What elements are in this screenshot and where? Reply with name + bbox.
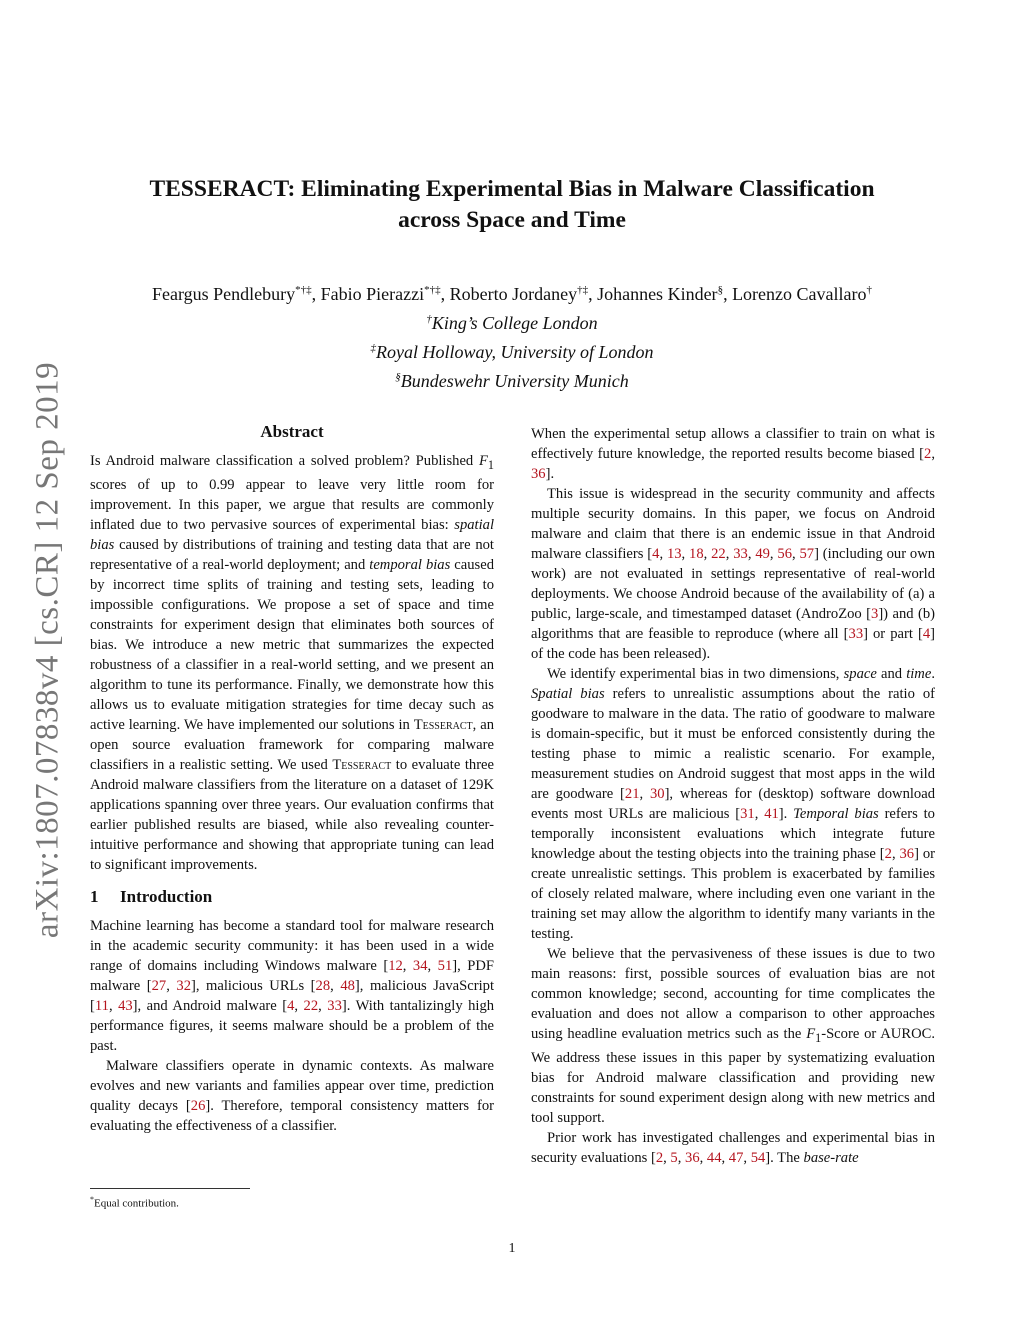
section-heading: 1 Introduction: [90, 886, 213, 906]
left-column: [90, 422, 494, 1136]
affiliation: ‡Royal Holloway, University of London: [370, 342, 654, 362]
paragraph: We believe that the pervasiveness of these issues is due to two main reasons: first, possible sources of evaluation bias are not common knowledge; second, accounting for time complicates the evaluation and does not allow a comparison to other approaches using headline evaluation metrics such as the $F_1$-Score or AUROC. We address these issues in this paper by systematizing evaluation bias for Android malware classification and providing new constraints for sound experiment design along with new metrics and tool support.: [531, 946, 935, 1126]
author: Feargus Pendlebury*†‡: [151, 284, 312, 304]
paper-title: TESSERACT: Eliminating Experimental Bias in Malware Classification across Space and Time: [149, 176, 875, 233]
affiliation: †King’s College London: [426, 313, 598, 333]
right-column: [531, 424, 935, 1168]
author: Roberto Jordaney†‡: [449, 284, 589, 304]
abstract-text: Is Android malware classification a solved problem? Published $F_1$ scores of up to 0.99 appear to leave very little room for improvement. In this paper, we argue that results are commonly inflated due to two pervasive sources of experimental bias: spatial bias caused by distributions of training and testing data that are not representative of a real-world deployment; and temporal bias caused by incorrect time splits of training and testing sets, leading to impossible configurations. We propose a set of space and time constraints for experiment design that eliminates both sources of bias. We introduce a new metric that summarizes the expected robustness of a classifier in a real-world setting, and we present an algorithm to tune its performance. Finally, we demonstrate how this allows us to evaluate mitigation strategies for time decay such as active learning. We have implemented our solutions in Tesseract, an open source evaluation framework for comparing malware classifiers in a realistic setting. We used Tesseract to evaluate three Android malware classifiers from the literature on a dataset of 129K applications spanning over three years. Our evaluation confirms that earlier published results are biased, while also revealing counter-intuitive performance and showing that appropriate tuning can lead to significant improvements.: [90, 453, 495, 873]
paragraph: We identify experimental bias in two dimensions, space and time. Spatial bias refers to unrealistic assumptions about the ratio of goodware to malware in the data. The ratio of goodware to malware is domain-specific, but it must be enforced consistently during the testing phase to mimic a realistic scenario. For example, measurement studies on Android suggest that most apps in the wild are goodware [21, 30], whereas for (desktop) software download events most URLs are malicious [31, 41]. Temporal bias refers to temporally inconsistent evaluations which integrate future knowledge about the testing objects into the training phase [2, 36] or create unrealistic settings. This problem is exacerbated by families of closely related malware, where including even one variant in the training set may allow the algorithm to identify many variants in the testing.: [531, 666, 935, 942]
paragraph: Malware classifiers operate in dynamic contexts. As malware evolves and new variants and families appear over time, prediction quality decays [26]. Therefore, temporal consistency matters for evaluating the effectiveness of a classifier.: [90, 1057, 494, 1134]
author-block: [80, 278, 944, 394]
author: Lorenzo Cavallaro†: [732, 284, 872, 304]
affiliation: §Bundeswehr University Munich: [395, 371, 629, 391]
paragraph: When the experimental setup allows a classifier to train on what is effectively future knowledge, the reported results become biased [2, 36].: [531, 426, 935, 482]
footnote-rule: [90, 1188, 250, 1189]
arxiv-stamp: arXiv:1807.07838v4 [cs.CR] 12 Sep 2019: [29, 361, 66, 939]
author-list: Feargus Pendlebury*†‡, Fabio Pierazzi*†‡, Roberto Jordaney†‡, Johannes Kinder§, Lorenzo Cavallaro†: [151, 284, 872, 304]
paragraph: Machine learning has become a standard tool for malware research in the academic security community: it has been used in a wide range of domains including Windows malware [12, 34, 51], PDF malware [27, 32], malicious URLs [28, 48], malicious JavaScript [11, 43], and Android malware [4, 22, 33]. With tantalizingly high performance figures, it seems malware should be a problem of the past.: [90, 917, 495, 1054]
paragraph: This issue is widespread in the security community and affects multiple security domains. In this paper, we focus on Android malware and claim that there is an endemic issue in that Android malware classifiers [4, 13, 18, 22, 33, 49, 56, 57] (including our own work) are not evaluated in settings representative of real-world deployments. We choose Android because of the availability of (a) a public, large-scale, and timestamped dataset (AndroZoo [3]) and (b) algorithms that are feasible to reproduce (where all [33] or part [4] of the code has been released).: [531, 486, 936, 662]
footnote: *Equal contribution.: [90, 1195, 179, 1210]
abstract-heading: Abstract: [260, 422, 324, 441]
paragraph: Prior work has investigated challenges and experimental bias in security evaluations [2, 5, 36, 44, 47, 54]. The base-rate: [531, 1129, 935, 1166]
author: Johannes Kinder§: [597, 284, 724, 304]
author: Fabio Pierazzi*†‡: [320, 284, 441, 304]
page-number: 1: [508, 1241, 516, 1256]
